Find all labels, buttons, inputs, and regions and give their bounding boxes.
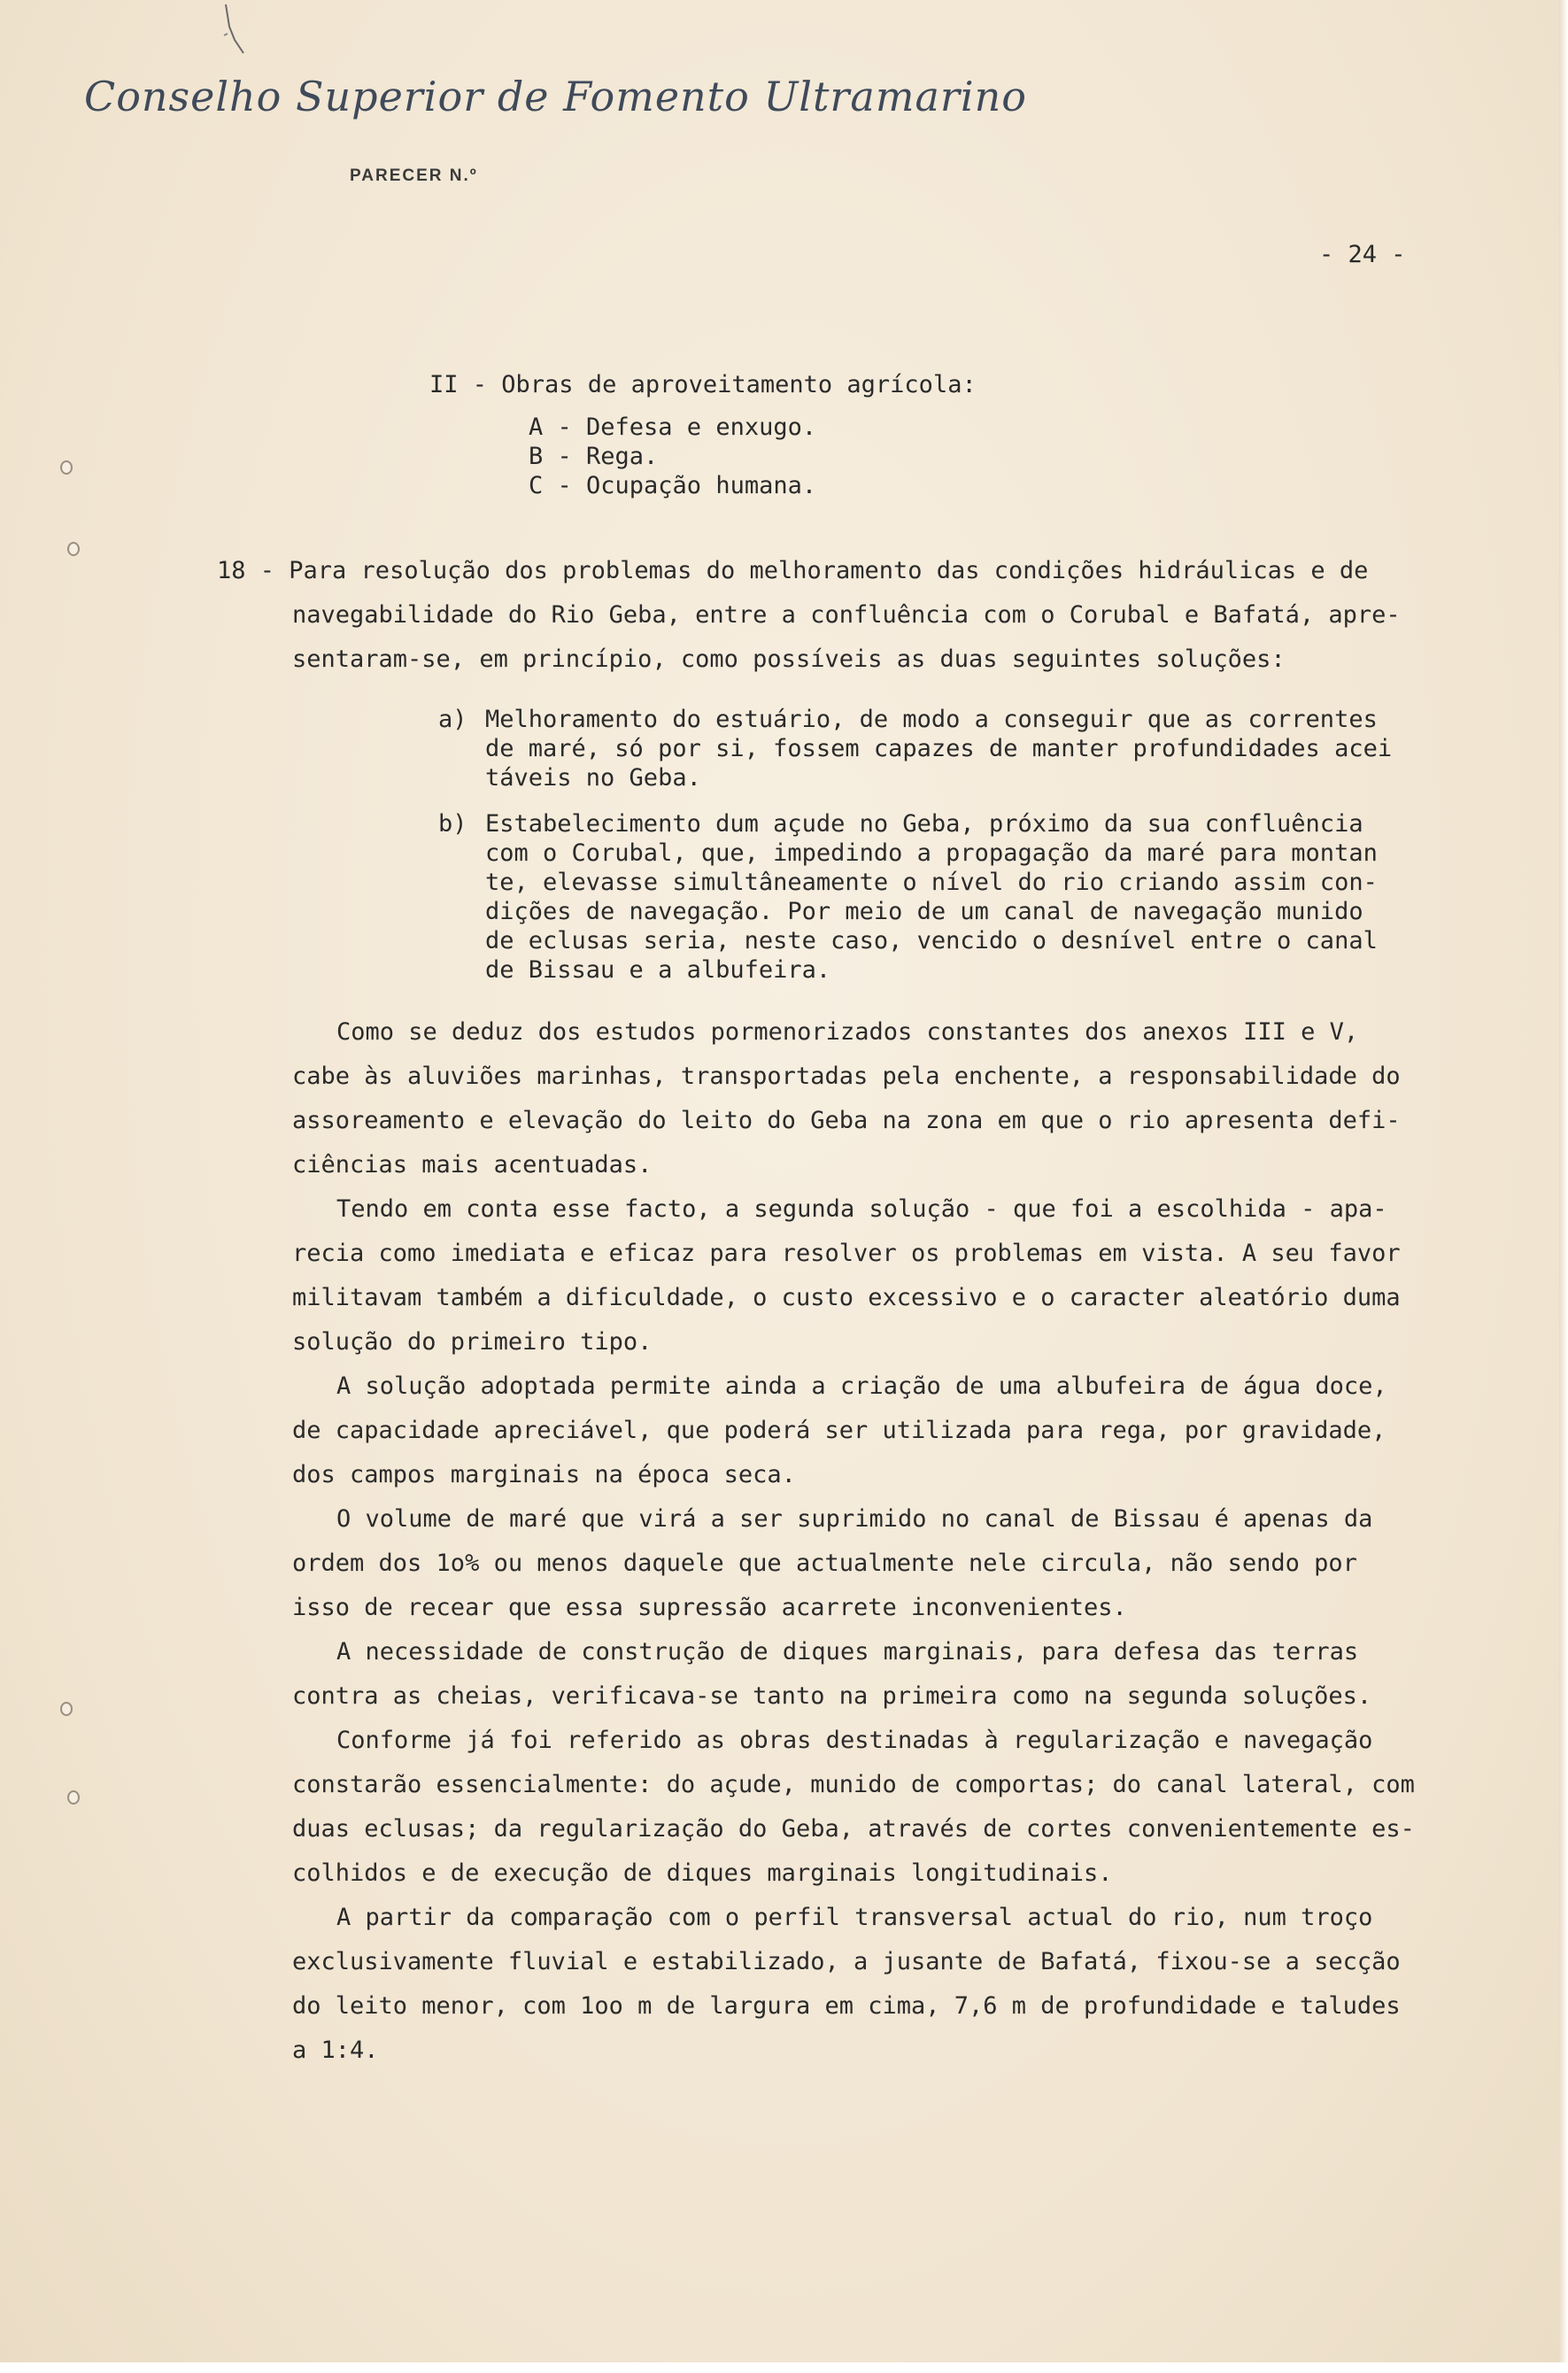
punch-hole bbox=[60, 460, 73, 475]
ink-mark-icon bbox=[208, 0, 261, 71]
page-edge-bottom bbox=[0, 2362, 1568, 2373]
section-heading: II - Obras de aproveitamento agrícola: bbox=[429, 371, 977, 398]
body-line: militavam também a dificuldade, o custo excessivo e o caracter aleatório duma bbox=[292, 1284, 1401, 1311]
punch-hole bbox=[67, 1790, 80, 1805]
page-number: - 24 - bbox=[1319, 241, 1406, 268]
body-line: assoreamento e elevação do leito do Geba na zona em que o rio apresenta defi- bbox=[292, 1107, 1401, 1134]
body-line: do leito menor, com 1oo m de largura em cima, 7,6 m de profundidade e taludes bbox=[292, 1992, 1401, 2020]
solution-a-line: Melhoramento do estuário, de modo a conseguir que as correntes bbox=[485, 706, 1378, 733]
solution-a-letter: a) bbox=[438, 706, 467, 733]
body-line: A partir da comparação com o perfil transversal actual do rio, num troço bbox=[336, 1904, 1373, 1931]
body-line: colhidos e de execução de diques marginais longitudinais. bbox=[292, 1859, 1113, 1887]
solution-b-line: de eclusas seria, neste caso, vencido o desnível entre o canal bbox=[485, 927, 1378, 955]
section-item: C - Ocupação humana. bbox=[529, 472, 817, 499]
body-line: ordem dos 1o% ou menos daquele que actualmente nele circula, não sendo por bbox=[292, 1550, 1357, 1577]
body-line: de capacidade apreciável, que poderá ser utilizada para rega, por gravidade, bbox=[292, 1417, 1386, 1444]
parecer-label: PARECER N.º bbox=[350, 166, 478, 185]
punch-hole bbox=[60, 1702, 73, 1716]
section-item: A - Defesa e enxugo. bbox=[529, 414, 817, 441]
body-line: ciências mais acentuadas. bbox=[292, 1151, 653, 1179]
solution-b-line: de Bissau e a albufeira. bbox=[485, 956, 831, 984]
body-line: Tendo em conta esse facto, a segunda solução - que foi a escolhida - apa- bbox=[336, 1195, 1387, 1223]
solution-b-line: com o Corubal, que, impedindo a propagação da maré para montan bbox=[485, 839, 1378, 867]
letterhead-title: Conselho Superior de Fomento Ultramarino bbox=[84, 73, 1027, 120]
body-line: solução do primeiro tipo. bbox=[292, 1328, 653, 1356]
body-line: duas eclusas; da regularização do Geba, através de cortes convenientemente es- bbox=[292, 1815, 1415, 1843]
solution-b-line: Estabelecimento dum açude no Geba, próximo da sua confluência bbox=[485, 810, 1363, 838]
body-line: a 1:4. bbox=[292, 2037, 379, 2064]
punch-hole bbox=[67, 542, 80, 556]
body-line: Conforme já foi referido as obras destinadas à regularização e navegação bbox=[336, 1727, 1373, 1754]
body-line: cabe às aluviões marinhas, transportadas pela enchente, a responsabilidade do bbox=[292, 1063, 1401, 1090]
paragraph-line: 18 - Para resolução dos problemas do melhoramento das condições hidráulicas e de bbox=[217, 557, 1369, 584]
solution-b-line: dições de navegação. Por meio de um canal de navegação munido bbox=[485, 898, 1363, 925]
body-line: O volume de maré que virá a ser suprimido no canal de Bissau é apenas da bbox=[336, 1505, 1373, 1533]
paragraph-line: sentaram-se, em princípio, como possíveis as duas seguintes soluções: bbox=[292, 645, 1286, 673]
body-line: dos campos marginais na época seca. bbox=[292, 1461, 796, 1488]
body-line: A solução adoptada permite ainda a criação de uma albufeira de água doce, bbox=[336, 1372, 1387, 1400]
solution-a-line: táveis no Geba. bbox=[485, 764, 701, 792]
body-line: isso de recear que essa supressão acarrete inconvenientes. bbox=[292, 1594, 1127, 1621]
body-line: recia como imediata e eficaz para resolver os problemas em vista. A seu favor bbox=[292, 1240, 1401, 1267]
body-line: constarão essencialmente: do açude, munido de comportas; do canal lateral, com bbox=[292, 1771, 1415, 1798]
body-line: exclusivamente fluvial e estabilizado, a jusante de Bafatá, fixou-se a secção bbox=[292, 1948, 1401, 1975]
solution-b-letter: b) bbox=[438, 810, 467, 838]
body-line: contra as cheias, verificava-se tanto na primeira como na segunda soluções. bbox=[292, 1682, 1372, 1710]
section-item: B - Rega. bbox=[529, 443, 659, 470]
body-line: A necessidade de construção de diques marginais, para defesa das terras bbox=[336, 1638, 1359, 1666]
solution-a-line: de maré, só por si, fossem capazes de manter profundidades acei bbox=[485, 735, 1393, 762]
page-edge-right bbox=[1559, 0, 1568, 2373]
paragraph-line: navegabilidade do Rio Geba, entre a confluência com o Corubal e Bafatá, apre- bbox=[292, 601, 1401, 629]
solution-b-line: te, elevasse simultâneamente o nível do rio criando assim con- bbox=[485, 869, 1378, 896]
body-line: Como se deduz dos estudos pormenorizados constantes dos anexos III e V, bbox=[336, 1018, 1359, 1046]
